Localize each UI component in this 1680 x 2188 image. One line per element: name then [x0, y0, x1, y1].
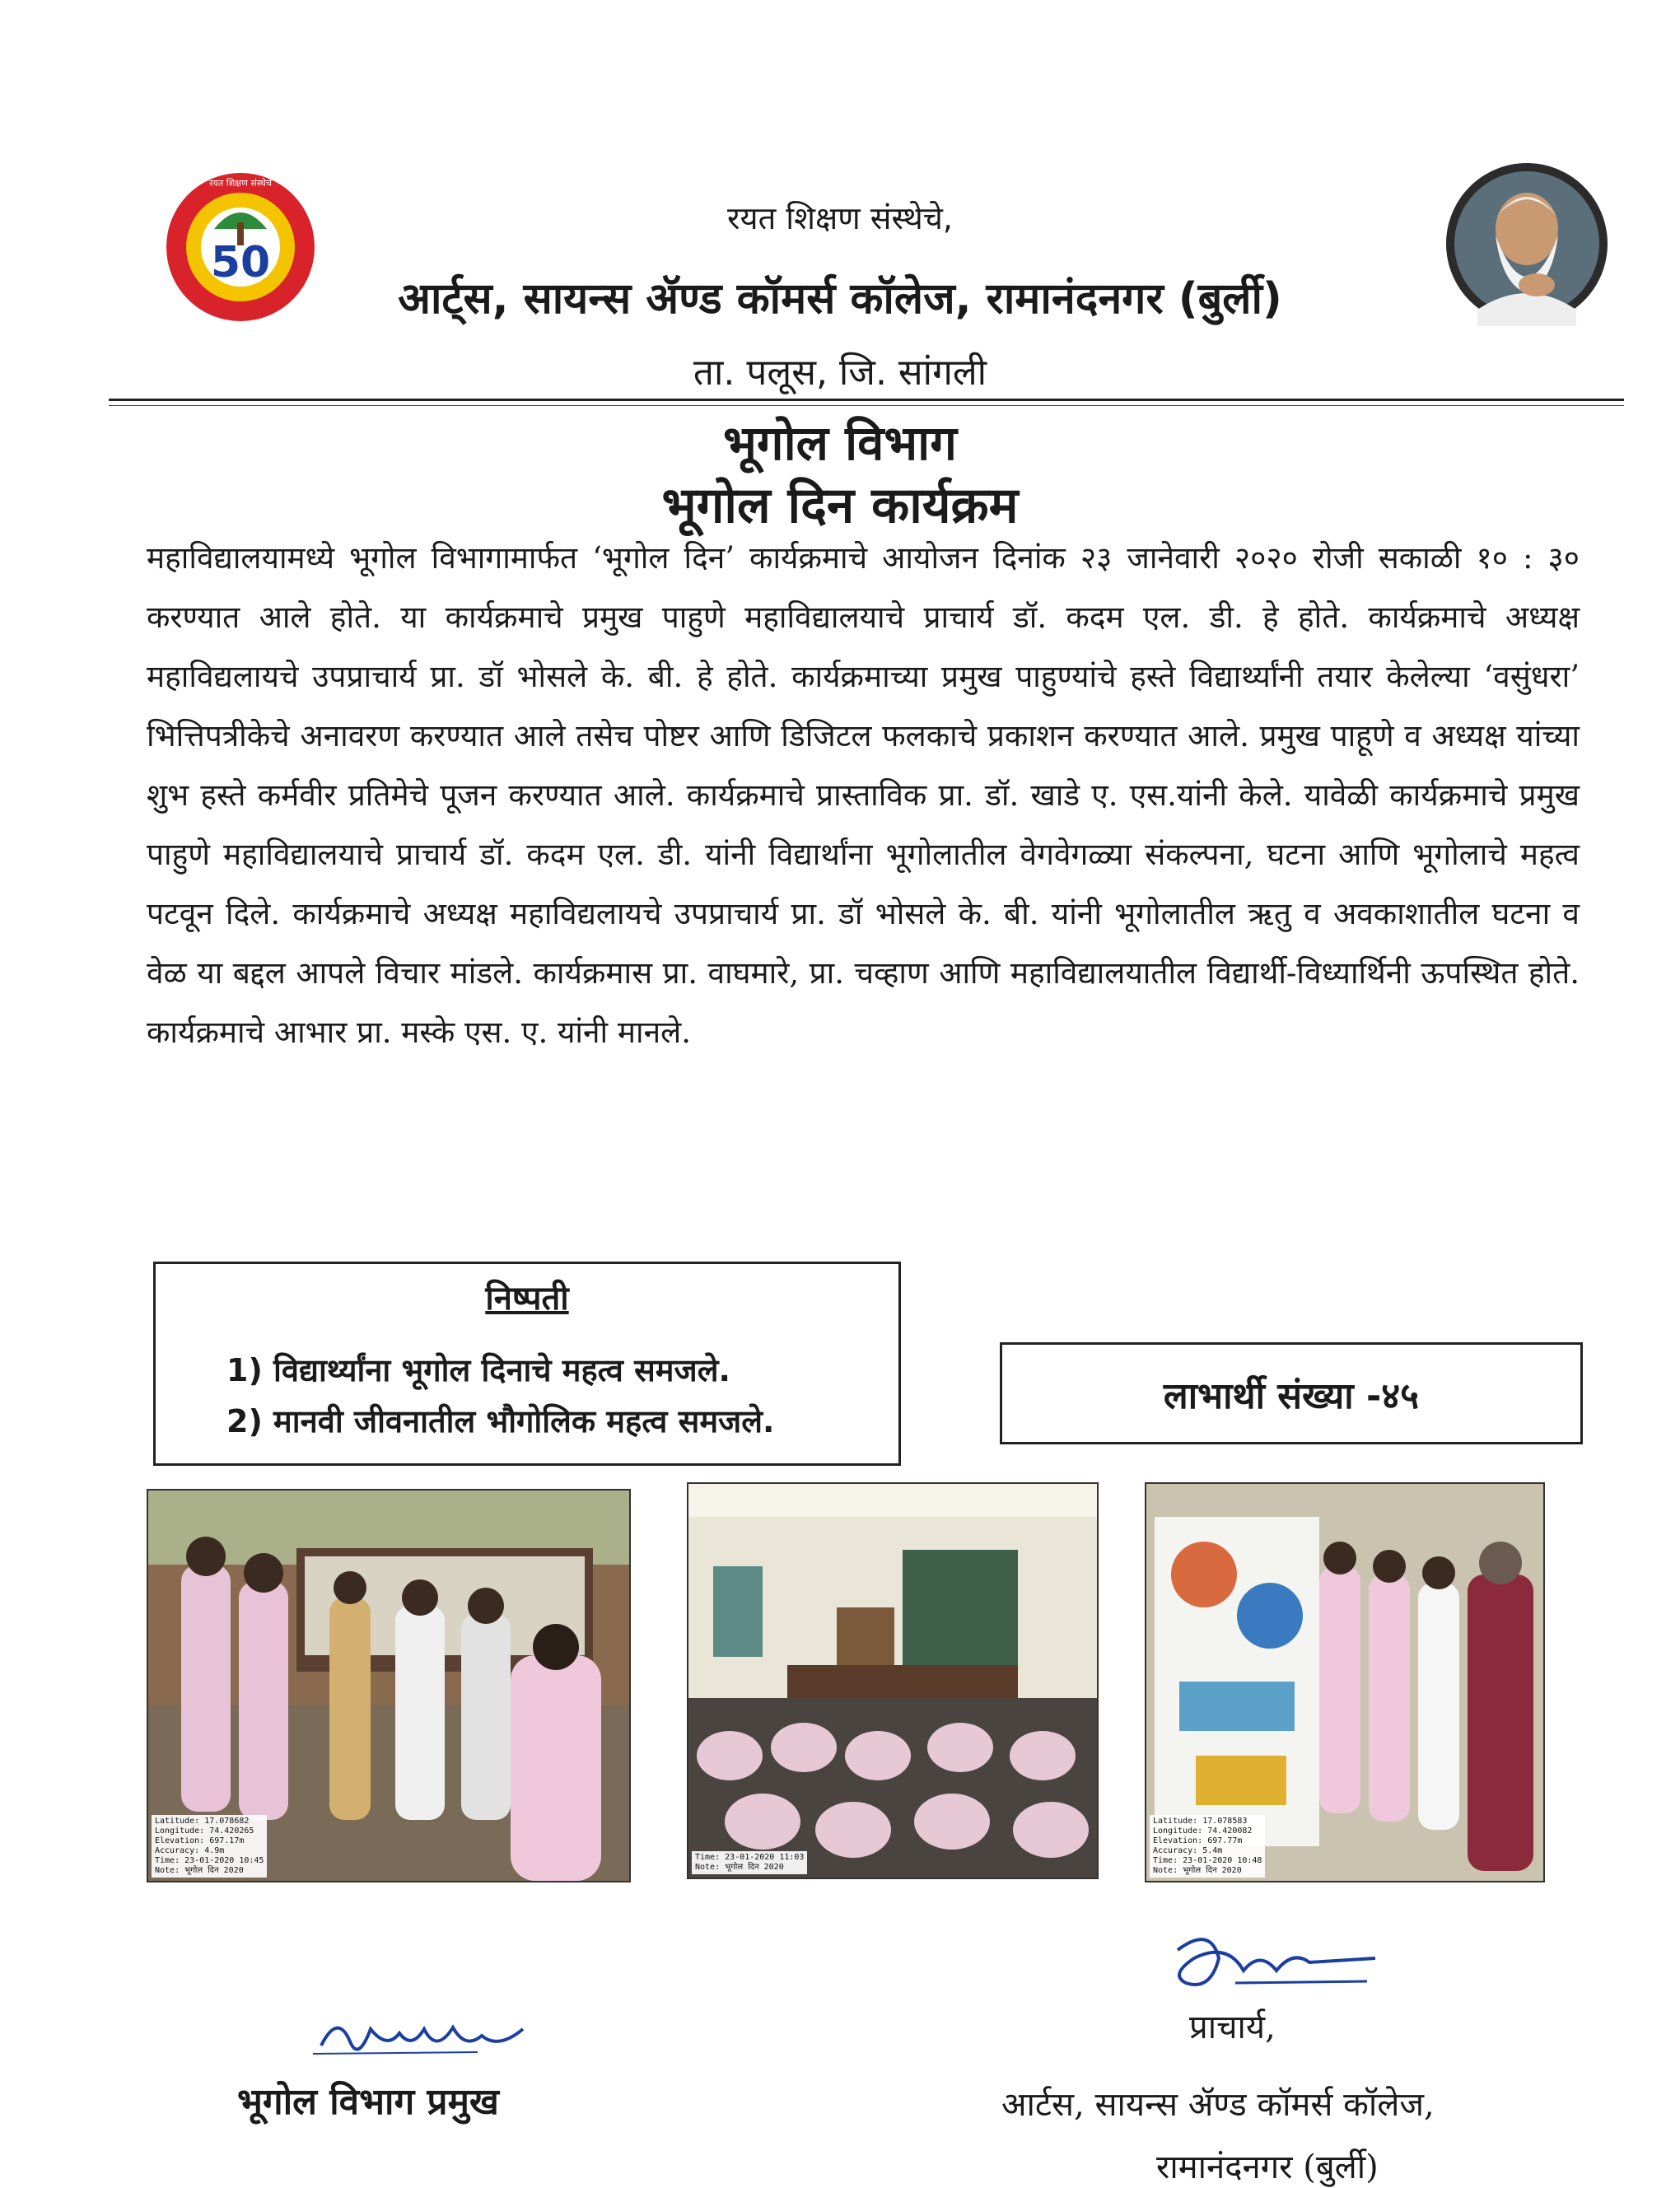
department-head-label: भूगोल विभाग प्रमुख	[237, 2081, 499, 2123]
principal-college-place: रामानंदनगर (बुर्ली)	[1156, 2148, 1379, 2186]
department-title: भूगोल विभाग	[723, 415, 957, 471]
society-name: रयत शिक्षण संस्थेचे,	[726, 200, 953, 236]
college-name: आर्ट्स, सायन्स ॲण्ड कॉमर्स कॉलेज, रामानंदनगर (बुर्ली)	[398, 274, 1282, 324]
logo-top-text: रयत शिक्षण संस्थेचे	[209, 178, 272, 189]
outcome-item: 2) मानवी जीवनातील भौगोलिक महत्व समजले.	[226, 1403, 775, 1439]
outcome-item: 1) विद्यार्थ्यांना भूगोल दिनाचे महत्व समजले.	[226, 1352, 730, 1388]
beneficiary-count-box	[1000, 1342, 1583, 1444]
college-address: ता. पलूस, जि. सांगली	[693, 352, 987, 394]
department-head-signature	[313, 2004, 535, 2070]
outcome-box	[153, 1262, 901, 1466]
header-divider-thin	[109, 405, 1624, 406]
principal-college-name: आर्टस, सायन्स ॲण्ड कॉमर्स कॉलेज,	[1001, 2086, 1435, 2124]
event-photo-garden	[147, 1489, 631, 1882]
event-photo-hall	[687, 1482, 1099, 1879]
logo-number: 50	[210, 238, 271, 287]
event-photo-wall-magazine	[1145, 1482, 1545, 1882]
event-report-paragraph: महाविद्यालयामध्ये भूगोल विभागामार्फत ‘भूगोल दिन’ कार्यक्रमाचे आयोजन दिनांक २३ जानेवारी २०२० रोजी सकाळी १० : ३० करण्यात आले होते. या कार्यक्रमाचे प्रमुख पाहुणे महाविद्यालयाचे प्राचार्य डॉ. कदम एल. डी. हे होते. कार्यक्रमाचे अध्यक्ष महाविद्यलायचे उपप्राचार्य प्रा. डॉ भोसले के. बी. हे होते. कार्यक्रमाच्या प्रमुख पाहुण्यांचे हस्ते विद्यार्थ्यांनी तयार केलेल्या ‘वसुंधरा’ भित्तिपत्रीकेचे अनावरण करण्यात आले तसेच पोष्टर आणि डिजिटल फलकाचे प्रकाशन करण्यात आले. प्रमुख पाहूणे व अध्यक्ष यांच्या शुभ हस्ते कर्मवीर प्रतिमेचे पूजन करण्यात आले. कार्यक्रमाचे प्रास्ताविक प्रा. डॉ. खाडे ए. एस.यांनी केले. यावेळी कार्यक्रमाचे प्रमुख पाहुणे महाविद्यालयाचे प्राचार्य डॉ. कदम एल. डी. यांनी विद्यार्थांना भूगोलातील वेगवेगळ्या संकल्पना, घटना आणि भूगोलाचे महत्व पटवून दिले. कार्यक्रमाचे अध्यक्ष महाविद्यलायचे उपप्राचार्य प्रा. डॉ भोसले के. बी. यांनी भूगोलातील ऋतु व अवकाशातील घटना व वेळ या बद्दल आपले विचार मांडले. कार्यक्रमास प्रा. वाघमारे, प्रा. चव्हाण आणि महाविद्यालयातील विद्यार्थी-विध्यार्थिनी ऊपस्थित होते. कार्यक्रमाचे आभार प्रा. मस्के एस. ए. यांनी मानले.	[147, 540, 1580, 1050]
event-title: भूगोल दिन कार्यक्रम	[661, 477, 1019, 534]
photo-geotag-stamp: Latitude: 17.078583 Longitude: 74.420082 Elevation: 697.77m Accuracy: 5.4m Time: 23-01-2020 10:48 Note: भूगोल दिन 2020	[1150, 1815, 1265, 1878]
beneficiary-count: लाभार्थी संख्या -४५	[1163, 1375, 1420, 1417]
header-divider	[109, 399, 1624, 401]
photo-geotag-stamp: Latitude: 17.078682 Longitude: 74.420265 Elevation: 697.17m Accuracy: 4.9m Time: 23-01-2020 10:45 Note: भूगोल दिन 2020	[152, 1815, 267, 1878]
principal-signature	[1161, 1925, 1384, 2004]
photo-geotag-stamp: Time: 23-01-2020 11:03 Note: भूगोल दिन 2020	[692, 1851, 807, 1874]
outcome-title: निष्पती	[485, 1280, 569, 1318]
principal-title: प्राचार्य,	[1189, 2008, 1276, 2046]
